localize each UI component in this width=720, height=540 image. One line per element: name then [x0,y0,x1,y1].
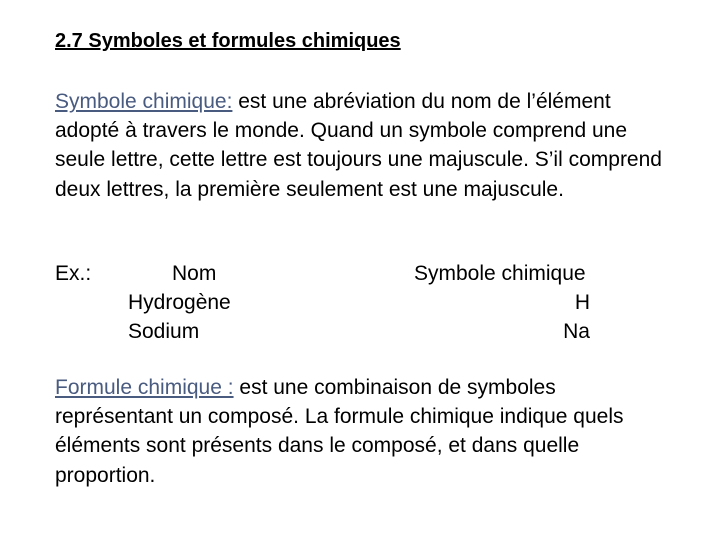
example-label: Ex.: [55,262,92,285]
symbol-definition-text: est une abréviation du nom de l’élément adopté à travers le monde. Quand un symbole comprend une seule lettre, cette lettre est toujours une majuscule. S’il comprend deux lettres, la première seulement est une majuscule. [55,90,662,201]
example-name-cell: Hydrogène [128,291,231,315]
example-symbol-cell: Na [563,320,590,344]
example-symbol-column [414,259,609,347]
formula-definition-text: est une combinaison de symboles représentant un composé. La formule chimique indique quels éléments sont présents dans le composé, et dans quelle proportion. [55,376,624,487]
example-name-cell: Sodium [128,320,200,344]
section-heading: 2.7 Symboles et formules chimiques [55,30,401,52]
example-name-column [128,259,231,347]
name-column-header: Nom [172,262,217,285]
formula-term: Formule chimique : [55,376,234,399]
symbol-definition-paragraph [55,87,665,204]
example-symbol-cell: H [574,291,590,315]
symbol-term: Symbole chimique: [55,90,233,113]
formula-definition-paragraph [55,373,665,490]
symbol-column-header: Symbole chimique [414,262,586,285]
